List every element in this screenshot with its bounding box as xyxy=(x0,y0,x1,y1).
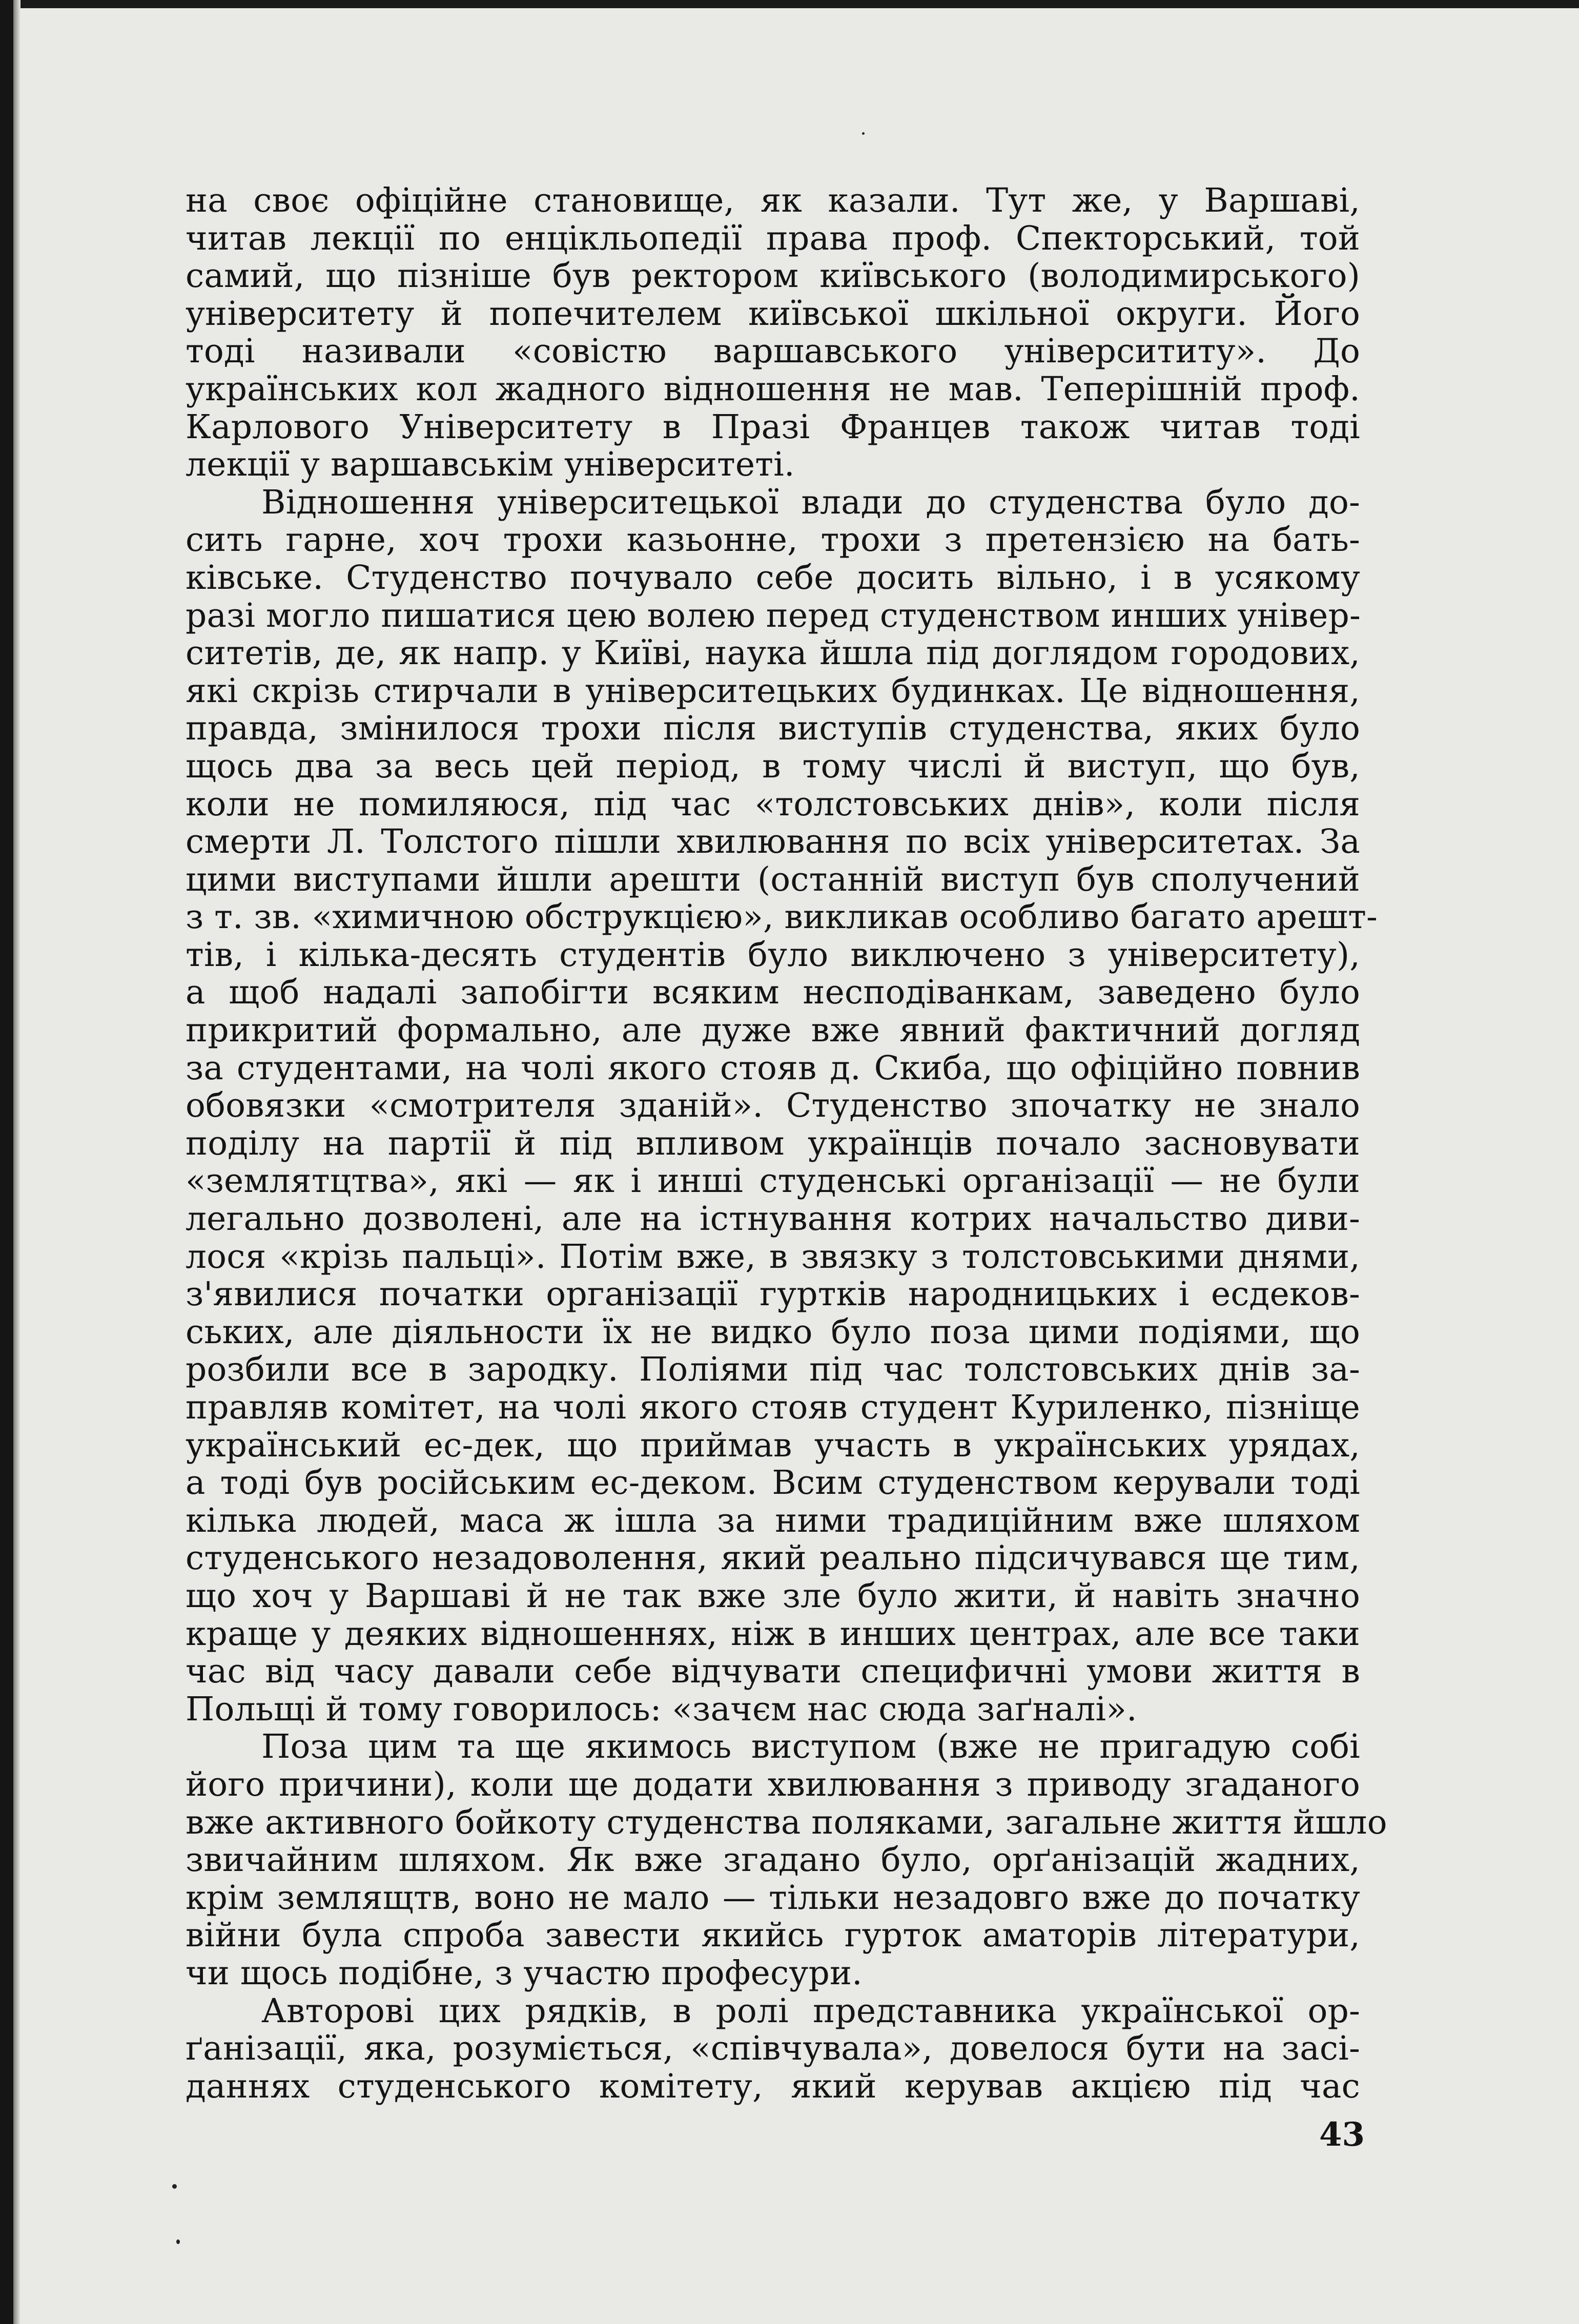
text-line: його причини), коли ще додати хвилювання з приводу згаданого xyxy=(186,1765,1360,1804)
scan-speck xyxy=(862,132,865,135)
text-line: прикритий формально, але дуже вже явний фактичний догляд xyxy=(186,1011,1360,1050)
text-line: час від часу давали себе відчувати специфичні умови життя в xyxy=(186,1652,1360,1691)
text-line: на своє офіційне становище, як казали. Тут же, у Варшаві, xyxy=(186,181,1360,220)
text-line: «землятцтва», які — як і инші студенські організації — не були xyxy=(186,1162,1360,1201)
text-line: разі могло пишатися цею волею перед студенством инших універ- xyxy=(186,596,1361,635)
text-line: Відношення університецької влади до студенства було до- xyxy=(261,483,1360,522)
text-line: поділу на партії й під впливом українців почало засновувати xyxy=(186,1124,1360,1163)
text-line: Карлового Університету в Празі Францев також читав тоді xyxy=(186,407,1360,446)
scan-speck xyxy=(176,2239,180,2244)
text-line: цими виступами йшли арешти (останній виступ був сполучений xyxy=(186,860,1360,899)
text-line: розбили все в зародку. Поліями під час толстовських днів за- xyxy=(186,1350,1360,1389)
text-line: вже активного бойкоту студенства поляками, загальне життя йшло xyxy=(186,1803,1387,1842)
text-line: лекції у варшавськім університеті. xyxy=(186,445,795,484)
text-line: ських, але діяльности їх не видко було поза цими подіями, що xyxy=(186,1312,1360,1351)
text-line: ситетів, де, як напр. у Київі, наука йшла під доглядом городових, xyxy=(186,634,1360,673)
text-line: щось два за весь цей період, в тому числі й виступ, що був, xyxy=(186,747,1360,786)
text-line: Авторові цих рядків, в ролі представника української ор- xyxy=(261,1991,1360,2030)
scan-left-border xyxy=(0,0,13,2324)
text-line: тів, і кілька-десять студентів було виключено з університету), xyxy=(186,935,1360,974)
text-line: звичайним шляхом. Як вже згадано було, орґанізацій жадних, xyxy=(186,1841,1360,1880)
text-line: Польщі й тому говорилось: «зачєм нас сюда заґналі». xyxy=(186,1690,1137,1729)
text-line: самий, що пізніше був ректором київського (володимирського) xyxy=(186,257,1360,296)
text-line: читав лекції по енцікльопедії права проф. Спекторський, той xyxy=(186,219,1360,258)
text-line: що хоч у Варшаві й не так вже зле було жити, й навіть значно xyxy=(186,1576,1360,1615)
text-line: тоді називали «совістю варшавського університиту». До xyxy=(186,332,1360,371)
text-line: лося «крізь пальці». Потім вже, в звязку з толстовськими днями, xyxy=(186,1237,1360,1276)
text-line: чи щось подібне, з участю професури. xyxy=(186,1953,863,1992)
text-line: університету й попечителем київської шкільної округи. Його xyxy=(186,294,1360,333)
scan-speck xyxy=(172,2184,177,2189)
page-number: 43 xyxy=(1319,2115,1365,2154)
text-line: за студентами, на чолі якого стояв д. Скиба, що офіційно повнив xyxy=(186,1048,1360,1087)
text-line: українських кол жадного відношення не мав. Теперішній проф. xyxy=(186,369,1360,408)
text-line: обовязки «смотрителя зданій». Студенство зпочатку не знало xyxy=(186,1086,1360,1125)
text-line: смерти Л. Толстого пішли хвилювання по всіх університетах. За xyxy=(186,822,1360,861)
text-line: з т. зв. «химичною обструкцією», викликав особливо багато арешт- xyxy=(186,898,1378,937)
body-text xyxy=(186,181,1387,2106)
text-line: краще у деяких відношеннях, ніж в инших центрах, але все таки xyxy=(186,1614,1360,1653)
text-line: а щоб надалі запобігти всяким несподіванкам, заведено було xyxy=(186,973,1360,1012)
text-line: ґанізації, яка, розуміється, «співчувала», довелося бути на засі- xyxy=(186,2029,1360,2068)
text-line: війни була спроба завести якийсь гурток аматорів літератури, xyxy=(186,1916,1360,1955)
text-line: з'явилися початки організації гуртків народницьких і есдеков- xyxy=(186,1275,1360,1314)
text-line: коли не помиляюся, під час «толстовських днів», коли після xyxy=(186,785,1360,824)
text-line: сить гарне, хоч трохи казьонне, трохи з претензією на бать- xyxy=(186,521,1360,560)
text-line: український ес-дек, що приймав участь в українських урядах, xyxy=(186,1426,1360,1465)
text-line: а тоді був російським ес-деком. Всим студенством керували тоді xyxy=(186,1464,1360,1503)
scan-top-border xyxy=(0,0,1579,8)
text-line: які скрізь стирчали в університецьких будинках. Це відношення, xyxy=(186,671,1360,710)
text-line: крім землящтв, воно не мало — тільки незадовго вже до початку xyxy=(186,1878,1360,1917)
text-line: Поза цим та ще якимось виступом (вже не пригадую собі xyxy=(261,1727,1360,1766)
text-line: легально дозволені, але на істнування котрих начальство диви- xyxy=(186,1200,1360,1239)
text-line: даннях студенського комітету, який керував акцією під час xyxy=(186,2067,1360,2106)
text-line: студенського незадоволення, який реально підсичувався ще тим, xyxy=(186,1539,1360,1578)
text-line: правляв комітет, на чолі якого стояв студент Куриленко, пізніще xyxy=(186,1388,1360,1427)
text-line: ківське. Студенство почувало себе досить вільно, і в усякому xyxy=(186,558,1360,597)
text-line: правда, змінилося трохи після виступів студенства, яких було xyxy=(186,709,1360,748)
text-line: кілька людей, маса ж ішла за ними традиційним вже шляхом xyxy=(186,1501,1360,1540)
scan-left-shadow xyxy=(13,0,20,2324)
